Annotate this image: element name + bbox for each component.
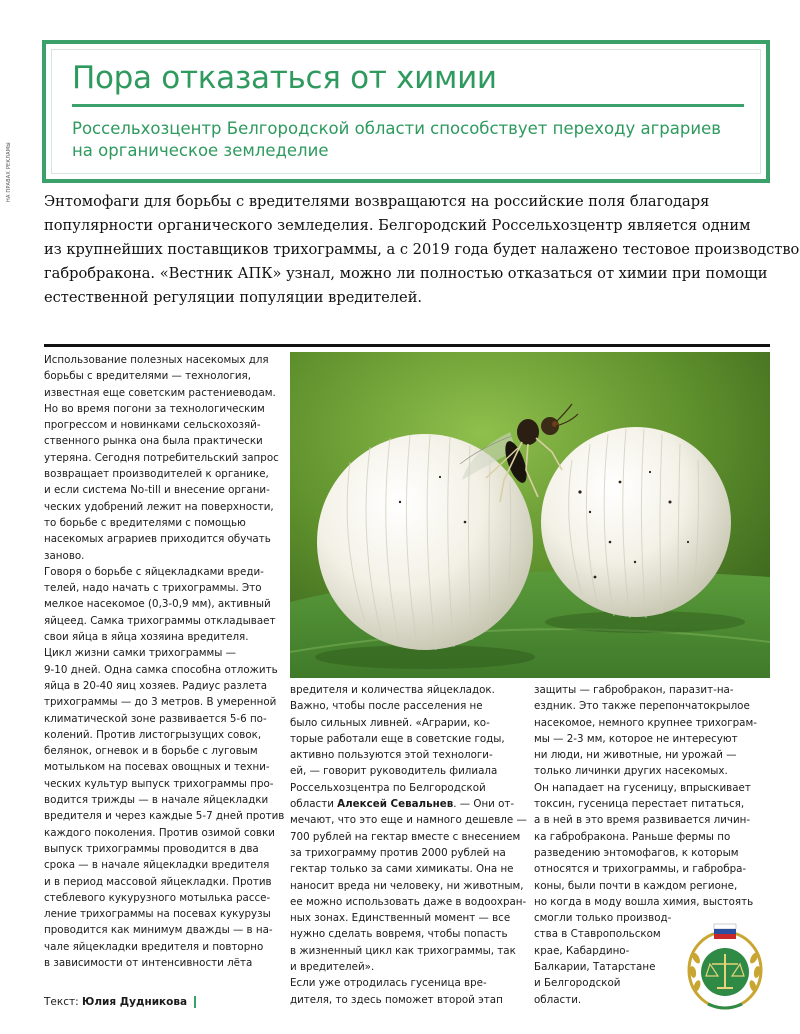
text-line: ственного рынка она была практически: [44, 435, 263, 448]
text-line: мечают, что это еще и намного дешевле —: [290, 814, 527, 827]
text-line: борьбы с вредителями — технология,: [44, 370, 252, 383]
text-line: климатической зоне развивается 5-6 по-: [44, 712, 267, 725]
text-line: ни люди, ни животные, ни урожай —: [534, 749, 737, 762]
text-line: в зависимости от интенсивности лёта: [44, 956, 253, 969]
text-line: яйца в 20-40 яиц хозяев. Радиус разлета: [44, 679, 268, 692]
text-line: каждого поколения. Против озимой совки: [44, 826, 275, 839]
text-line: ка габробракона. Раньше фермы по: [534, 830, 731, 843]
text-line: Но во время погони за технологическим: [44, 402, 265, 415]
text-line: ей, — говорит руководитель филиала: [290, 765, 498, 778]
author-credit: [44, 996, 196, 1008]
text-line: 700 рублей на гектар вместе с внесением: [290, 830, 521, 843]
text-line: известная еще советским растениеводам.: [44, 386, 276, 399]
text-line: стеблевого кукурузного мотылька рассе-: [44, 891, 271, 904]
text-line: ных зонах. Единственный момент — все: [290, 912, 511, 925]
text-line: наносит вреда ни человеку, ни животным,: [290, 879, 524, 892]
text-line: ее можно использовать даже в водоохран-: [290, 895, 527, 908]
text-line: было сильных ливней. «Аграрии, ко-: [290, 716, 490, 729]
text-line: Использование полезных насекомых для: [44, 354, 269, 366]
text-line: Если уже отродилась гусеница вре-: [290, 977, 487, 990]
text-line: возвращает производителей к органике,: [44, 468, 269, 481]
text-line: [290, 796, 528, 812]
text-line: прогрессом и новинками сельскохозяй-: [44, 419, 261, 432]
text-line: дителя, то здесь поможет второй этап: [290, 993, 503, 1006]
rosselkhoztsentr-emblem-icon: [684, 920, 766, 1012]
column-1: [44, 352, 285, 971]
lead-line: Энтомофаги для борьбы с вредителями возвращаются на российские поля благодаря: [44, 193, 710, 210]
text-line: ческих удобрений лежит на поверхности,: [44, 500, 274, 513]
text-line: колений. Против листогрызущих совок,: [44, 728, 262, 741]
text-line: заново.: [44, 549, 85, 562]
text-line: вредителя и через каждые 5-7 дней против: [44, 810, 285, 823]
text-line: насекомых аграриев приходится обучать: [44, 533, 271, 546]
text-line: и Белгородской: [534, 977, 621, 990]
title-divider: [72, 104, 744, 107]
credit-accent-bar: [194, 996, 196, 1008]
article-subtitle: Россельхозцентр Белгородской области способствует переходу аграриев на органическое земледелие: [72, 119, 721, 160]
text-line: насекомое, немного крупнее трихограм-: [534, 716, 757, 729]
text-line: а в ней в это время развивается личин-: [534, 814, 751, 827]
text-line: области.: [534, 993, 582, 1006]
text-fragment: области: [290, 798, 338, 811]
lead-line: из крупнейших поставщиков трихограммы, а с 2019 года будет налажено тестовое производство: [44, 241, 800, 258]
text-line: трихограммы — до 3 метров. В умеренной: [44, 696, 277, 709]
text-line: ление трихограммы на посевах кукурузы: [44, 908, 271, 921]
text-line: утеряна. Сегодня потребительский запрос: [44, 451, 279, 464]
text-fragment: . — Они от-: [453, 798, 515, 811]
text-line: только личинки других насекомых.: [534, 765, 728, 778]
lead-line: естественной регуляции популяции вредителей.: [44, 289, 423, 306]
text-line: торые работали еще в советские годы,: [290, 732, 505, 745]
advertising-note: НА ПРАВАХ РЕКЛАМЫ: [6, 142, 12, 202]
text-line: крае, Кабардино-: [534, 944, 630, 957]
article-title: Пора отказаться от химии: [72, 60, 497, 96]
author-name: Юлия Дудникова: [82, 996, 188, 1008]
text-line: мотыльком на посевах овощных и техни-: [44, 761, 270, 774]
text-line: 9-10 дней. Одна самка способна отложить: [44, 663, 278, 676]
lead-paragraph: [44, 190, 800, 310]
text-line: защиты — габробракон, паразит-на-: [534, 684, 734, 696]
text-line: Россельхозцентра по Белгородской: [290, 781, 486, 794]
person-name: Алексей Севальнев: [337, 798, 454, 811]
text-line: проводится как минимум дважды — в на-: [44, 924, 273, 937]
text-line: но когда в моду вошла химия, выстоять: [534, 895, 754, 908]
text-line: относятся и трихограммы, и габробра-: [534, 863, 747, 876]
text-line: Балкарии, Татарстане: [534, 961, 656, 974]
text-line: Он нападает на гусеницу, впрыскивает: [534, 781, 751, 794]
lead-line: габробракона. «Вестник АПК» узнал, можно ли полностью отказаться от химии при помощи: [44, 265, 768, 282]
text-line: свои яйца в яйца хозяина вредителя.: [44, 631, 249, 644]
text-line: в жизненный цикл как трихограммы, так: [290, 944, 516, 957]
text-line: вредителя и количества яйцекладок.: [290, 684, 495, 696]
text-line: яйцеед. Самка трихограммы откладывает: [44, 614, 276, 627]
text-line: и вредителей».: [290, 961, 375, 974]
text-line: и в период массовой яйцекладки. Против: [44, 875, 272, 888]
text-line: нужно сделать вовремя, чтобы попасть: [290, 928, 508, 941]
text-line: гектар только за сами химикаты. Она не: [290, 863, 514, 876]
column-2: [290, 682, 528, 1008]
text-line: Говоря о борьбе с яйцекладками вреди-: [44, 565, 264, 578]
text-line: мы — 2-3 мм, которое не интересуют: [534, 732, 738, 745]
text-line: белянок, огневок и в борьбе с луговым: [44, 745, 258, 758]
text-line: за трихограмму против 2000 рублей на: [290, 846, 506, 859]
text-line: и если система No-till и внесение органи-: [44, 484, 270, 497]
text-line: то борьбе с вредителями с помощью: [44, 516, 246, 529]
text-line: смогли только производ-: [534, 912, 672, 925]
text-line: ства в Ставропольском: [534, 928, 661, 941]
wasp-on-eggs-photo: [290, 352, 770, 678]
text-line: коны, были почти в каждом регионе,: [534, 879, 738, 892]
text-line: Цикл жизни самки трихограммы —: [44, 647, 236, 660]
text-line: мелкое насекомое (0,3-0,9 мм), активный: [44, 598, 271, 611]
text-line: чале яйцекладки вредителя и повторно: [44, 940, 264, 953]
text-line: Важно, чтобы после расселения не: [290, 700, 483, 713]
text-line: водится трижды — в начале яйцекладки: [44, 794, 269, 807]
text-line: разведению энтомофагов, к которым: [534, 846, 739, 859]
text-line: выпуск трихограммы проводится в два: [44, 842, 259, 855]
credit-label: Текст:: [44, 996, 79, 1008]
section-divider: [44, 344, 770, 347]
lead-line: популярности органического земледелия. Белгородский Россельхозцентр является одним: [44, 217, 751, 234]
text-line: токсин, гусеница перестает питаться,: [534, 798, 745, 811]
article-header: [42, 40, 770, 183]
text-line: ческих культур выпуск трихограммы про-: [44, 777, 274, 790]
text-line: срока — в начале яйцекладки вредителя: [44, 859, 270, 872]
text-line: телей, надо начать с трихограммы. Это: [44, 582, 262, 595]
text-line: ездник. Это также перепончатокрылое: [534, 700, 750, 713]
text-line: активно пользуются этой технологи-: [290, 749, 493, 762]
